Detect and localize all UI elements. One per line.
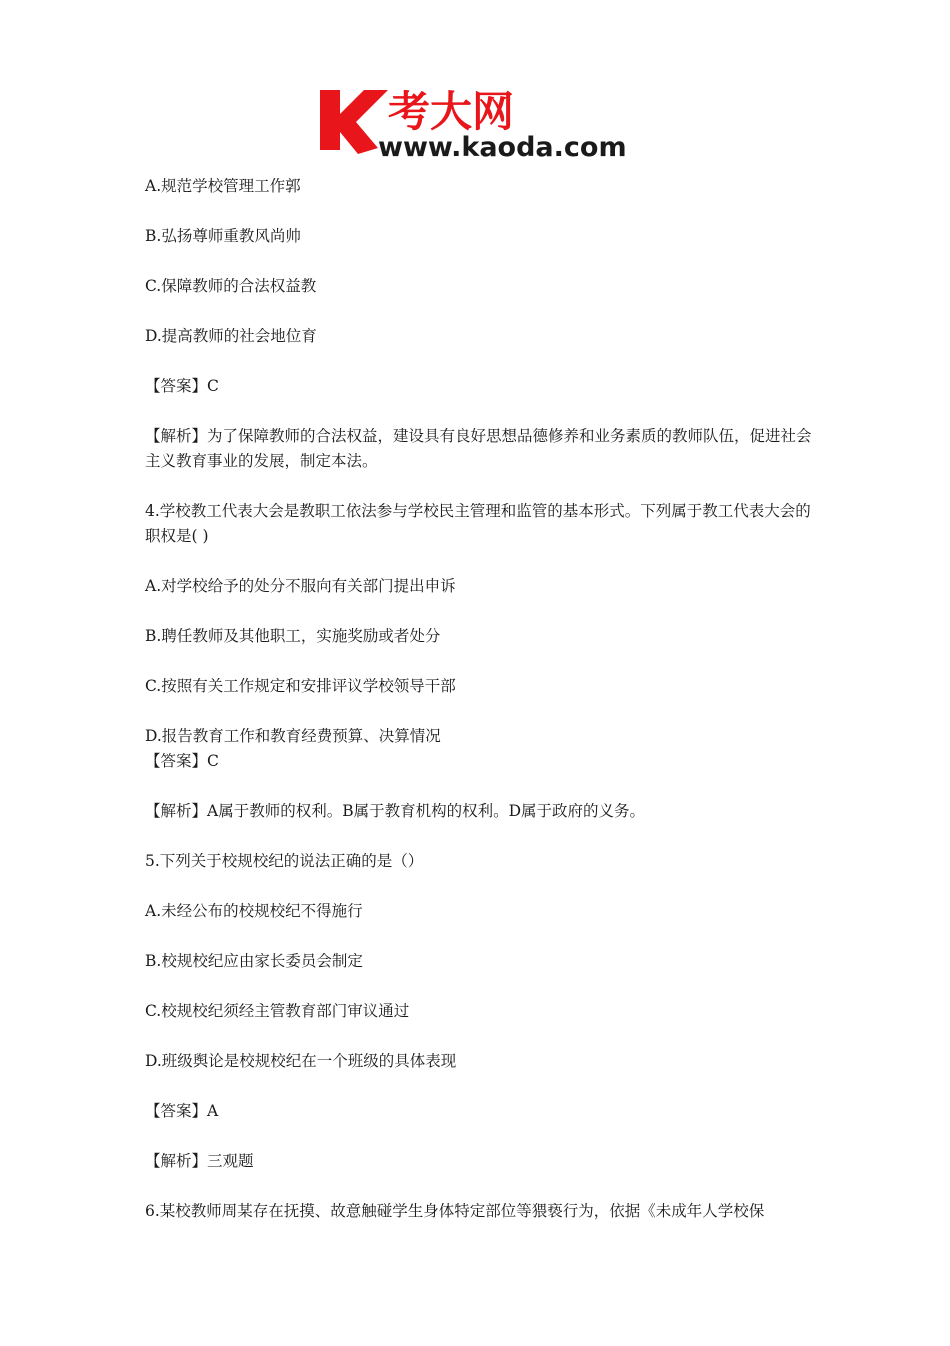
q5-option-b: B.校规校纪应由家长委员会制定 [145, 952, 363, 970]
q4-option-c: C.按照有关工作规定和安排评议学校领导干部 [145, 677, 456, 695]
q4-option-d: D.报告教育工作和教育经费预算、决算情况 [145, 727, 441, 745]
q4-analysis: 【解析】A属于教师的权利。B属于教育机构的权利。D属于政府的义务。 [145, 802, 646, 820]
question-4: 4.学校教工代表大会是教职工依法参与学校民主管理和监管的基本形式。下列属于教工代表大会的职权是( ) [145, 502, 811, 545]
analysis: 【解析】为了保障教师的合法权益，建设具有良好思想品德修养和业务素质的教师队伍，促进社会主义教育事业的发展，制定本法。 [145, 427, 812, 470]
option-d: D.提高教师的社会地位育 [145, 327, 317, 345]
q5-option-c: C.校规校纪须经主管教育部门审议通过 [145, 1002, 410, 1020]
q5-option-d: D.班级舆论是校规校纪在一个班级的具体表现 [145, 1052, 457, 1070]
q4-option-a: A.对学校给予的处分不服向有关部门提出申诉 [145, 577, 456, 595]
question-6: 6.某校教师周某存在抚摸、故意触碰学生身体特定部位等猥亵行为，依据《未成年人学校保 [145, 1202, 765, 1220]
kaoda-logo-graphic [318, 84, 638, 160]
option-c: C.保障教师的合法权益教 [145, 277, 317, 295]
option-b: B.弘扬尊师重教风尚帅 [145, 227, 301, 245]
q5-answer: 【答案】A [145, 1102, 219, 1120]
logo-url-text: www.kaoda.com [378, 132, 627, 160]
q5-option-a: A.未经公布的校规校纪不得施行 [145, 902, 363, 920]
option-a: A.规范学校管理工作郭 [145, 177, 301, 195]
document-body [145, 174, 813, 1224]
kaoda-logo [318, 84, 638, 160]
logo-brand-text: 考大网 [388, 87, 515, 136]
q4-option-b: B.聘任教师及其他职工，实施奖励或者处分 [145, 627, 441, 645]
q4-answer: 【答案】C [145, 752, 219, 770]
q5-analysis: 【解析】三观题 [145, 1152, 254, 1170]
answer: 【答案】C [145, 377, 219, 395]
question-5: 5.下列关于校规校纪的说法正确的是（） [145, 852, 424, 870]
